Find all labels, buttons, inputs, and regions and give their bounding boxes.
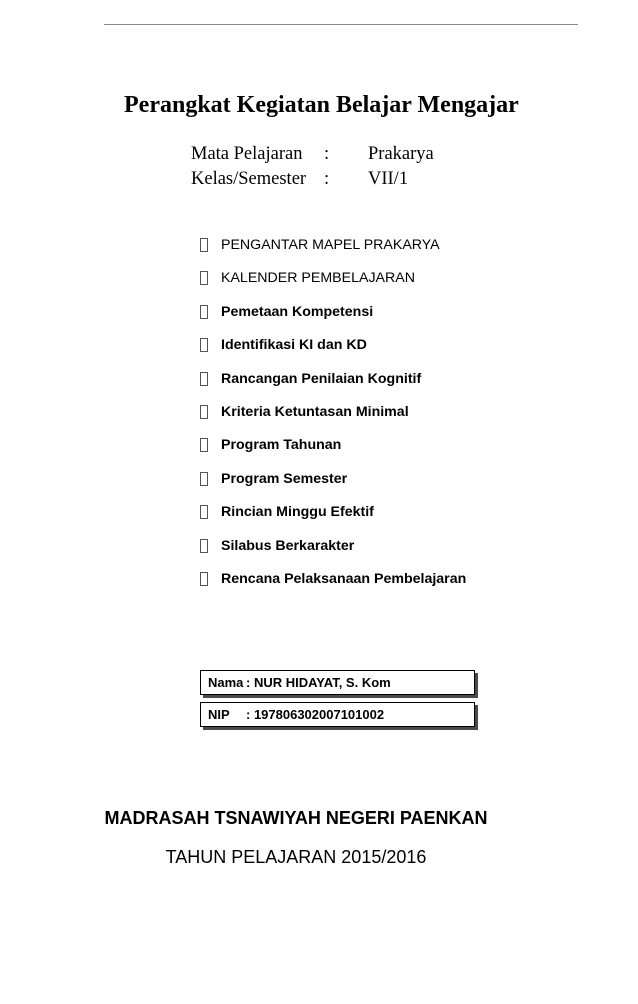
bullet-icon bbox=[200, 372, 208, 386]
list-item-label: Rancangan Penilaian Kognitif bbox=[221, 370, 422, 387]
info-value: VII/1 bbox=[368, 169, 409, 189]
info-colon: : bbox=[324, 144, 330, 164]
list-item-label: KALENDER PEMBELAJARAN bbox=[221, 270, 415, 287]
list-item-label: Program Tahunan bbox=[221, 437, 342, 454]
info-label: Mata Pelajaran bbox=[191, 144, 303, 164]
list-item-label: Pemetaan Kompetensi bbox=[221, 303, 374, 320]
list-item-label: Rincian Minggu Efektif bbox=[221, 504, 374, 521]
list-item-label: Silabus Berkarakter bbox=[221, 537, 355, 554]
list-item-label: Identifikasi KI dan KD bbox=[221, 337, 367, 354]
name-label: Nama bbox=[208, 675, 244, 690]
school-name: MADRASAH TSNAWIYAH NEGERI PAENKAN bbox=[104, 808, 488, 828]
bullet-icon bbox=[200, 438, 208, 452]
bullet-icon bbox=[200, 405, 208, 419]
name-box bbox=[200, 670, 475, 695]
nip-value: : 197806302007101002 bbox=[246, 707, 385, 722]
bullet-icon bbox=[200, 305, 208, 319]
academic-year: TAHUN PELAJARAN 2015/2016 bbox=[165, 847, 427, 867]
info-label: Kelas/Semester bbox=[191, 169, 307, 189]
list-item-label: Rencana Pelaksanaan Pembelajaran bbox=[221, 570, 467, 587]
document-title: Perangkat Kegiatan Belajar Mengajar bbox=[124, 92, 519, 118]
nip-label: NIP bbox=[208, 707, 230, 722]
bullet-icon bbox=[200, 338, 208, 352]
info-value: Prakarya bbox=[368, 144, 434, 164]
bullet-icon bbox=[200, 271, 208, 285]
name-value: : NUR HIDAYAT, S. Kom bbox=[246, 675, 391, 690]
list-item-label: PENGANTAR MAPEL PRAKARYA bbox=[221, 237, 440, 253]
bullet-icon bbox=[200, 238, 208, 252]
bullet-icon bbox=[200, 572, 208, 586]
bullet-icon bbox=[200, 505, 208, 519]
nip-box bbox=[200, 702, 475, 727]
bullet-icon bbox=[200, 472, 208, 486]
list-item-label: Kriteria Ketuntasan Minimal bbox=[221, 403, 409, 420]
bullet-icon bbox=[200, 539, 208, 553]
list-item-label: Program Semester bbox=[221, 470, 348, 487]
info-colon: : bbox=[324, 169, 330, 189]
top-divider bbox=[104, 24, 578, 25]
